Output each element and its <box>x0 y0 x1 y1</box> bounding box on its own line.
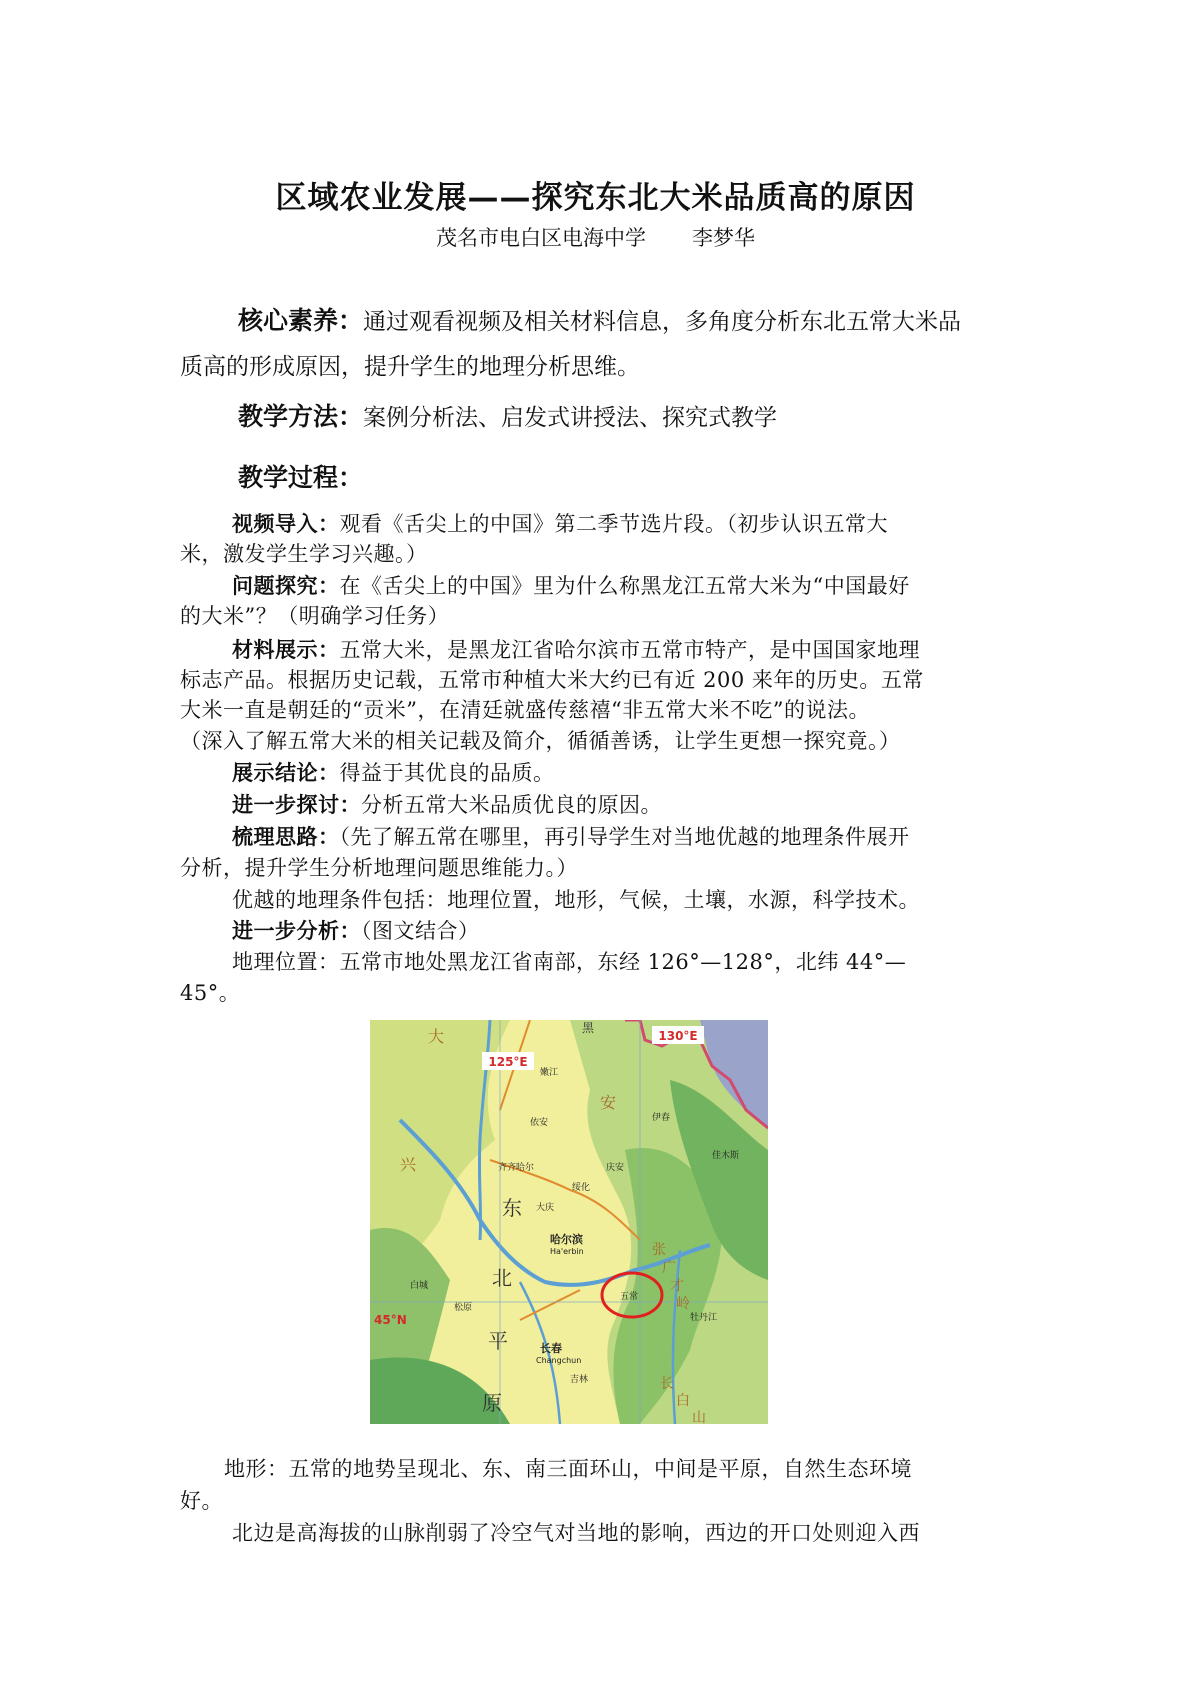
map-region-chang: 长 <box>660 1376 674 1392</box>
video-intro-label: 视频导入： <box>232 512 340 536</box>
teaching-process-label: 教学过程： <box>238 463 364 492</box>
map-region-ling: 岭 <box>676 1296 690 1312</box>
map-city-mudanjiang: 牡丹江 <box>690 1313 718 1323</box>
terrain-line2: 好。 <box>180 1489 223 1513</box>
core-literacy-text1: 通过观看视频及相关材料信息，多角度分析东北五常大米品 <box>363 309 962 335</box>
terrain-line3: 北边是高海拔的山脉削弱了冷空气对当地的影响，西边的开口处则迎入西 <box>232 1521 920 1545</box>
map-city-nenjiang: 嫩江 <box>540 1068 559 1078</box>
map-city-baicheng: 白城 <box>410 1281 429 1291</box>
map-region-dong: 东 <box>502 1196 522 1220</box>
map-region-bei: 北 <box>492 1266 512 1290</box>
map-city-suihua: 绥化 <box>572 1183 591 1193</box>
map-city-qiqihar: 齐齐哈尔 <box>498 1163 535 1173</box>
map-city-harbin-en: Ha'erbin <box>550 1247 584 1256</box>
further-discuss-text: 分析五常大米品质优良的原因。 <box>361 793 662 817</box>
material-text1: 五常大米，是黑龙江省哈尔滨市五常市特产，是中国国家地理 <box>339 638 920 662</box>
further-discuss-line <box>232 789 662 819</box>
teaching-method-text: 案例分析法、启发式讲授法、探究式教学 <box>363 405 778 431</box>
material-line1 <box>232 634 920 664</box>
map-region-zhang: 张 <box>652 1242 666 1258</box>
further-analysis-line <box>232 915 480 945</box>
author-line <box>0 222 1191 252</box>
map-graphic <box>370 1020 768 1424</box>
map-region-ping: 平 <box>488 1329 508 1353</box>
map-city-jiamusi: 佳木斯 <box>712 1151 740 1161</box>
teaching-method <box>238 397 777 433</box>
conditions-line: 优越的地理条件包括：地理位置，地形，气候，土壤，水源，科学技术。 <box>232 888 920 912</box>
sort-thoughts-text1: （先了解五常在哪里，再引导学生对当地优越的地理条件展开 <box>339 825 910 849</box>
core-literacy-label: 核心素养： <box>238 306 364 335</box>
map-city-wuchang: 五常 <box>620 1292 639 1302</box>
location-line1: 地理位置：五常市地处黑龙江省南部，东经 126°—128°，北纬 44°— <box>232 950 907 974</box>
page-title: 区域农业发展——探究东北大米品质高的原因 <box>275 180 916 216</box>
map-city-yian: 依安 <box>530 1118 549 1128</box>
video-intro-text1: 观看《舌尖上的中国》第二季节选片段。（初步认识五常大 <box>339 512 888 536</box>
question-text1: 在《舌尖上的中国》里为什么称黑龙江五常大米为“中国最好 <box>339 574 910 598</box>
map-lat-label: 45°N <box>374 1313 407 1327</box>
material-label: 材料展示： <box>232 638 340 662</box>
map-lon-left-label: 125°E <box>488 1055 528 1069</box>
map-region-bai: 白 <box>676 1393 690 1409</box>
material-line4: （深入了解五常大米的相关记载及简介，循循善诱，让学生更想一探究竟。） <box>180 729 901 753</box>
conclusion-text: 得益于其优良的品质。 <box>339 761 555 785</box>
core-literacy-line2: 质高的形成原因，提升学生的地理分析思维。 <box>180 354 640 380</box>
conclusion-label: 展示结论： <box>232 761 340 785</box>
map-region-an: 安 <box>600 1093 617 1112</box>
material-line2: 标志产品。根据历史记载，五常市种植大米大约已有近 200 来年的历史。五常 <box>180 668 924 692</box>
terrain-line1: 地形：五常的地势呈现北、东、南三面环山，中间是平原，自然生态环境 <box>224 1457 912 1481</box>
conclusion-line <box>232 757 555 787</box>
sort-thoughts-line2: 分析，提升学生分析地理问题思维能力。） <box>180 856 578 880</box>
map-region-xing: 兴 <box>400 1155 417 1174</box>
map-city-harbin: 哈尔滨 <box>550 1233 583 1246</box>
wuchang-location-map <box>370 1020 768 1424</box>
teaching-method-label: 教学方法： <box>238 402 364 431</box>
video-intro-line2: 米，激发学生学习兴趣。） <box>180 542 428 566</box>
core-literacy-line1 <box>238 301 961 337</box>
map-city-yichun: 伊春 <box>652 1113 671 1123</box>
further-analysis-text: （图文结合） <box>361 919 480 943</box>
map-city-jilin: 吉林 <box>570 1375 589 1385</box>
map-region-yuan: 原 <box>482 1391 502 1415</box>
author-school: 茂名市电白区电海中学 <box>436 226 646 250</box>
author-name: 李梦华 <box>692 226 755 250</box>
map-city-changchun-en: Changchun <box>536 1356 582 1365</box>
map-city-qingan: 庆安 <box>606 1163 625 1173</box>
map-region-shan: 山 <box>692 1410 706 1424</box>
map-region-cai: 才 <box>670 1278 684 1294</box>
map-region-hei: 黑 <box>582 1021 595 1035</box>
map-lon-right-label: 130°E <box>658 1029 698 1043</box>
question-line2: 的大米”？（明确学习任务） <box>180 604 450 628</box>
map-region-da: 大 <box>428 1027 445 1046</box>
teaching-process-heading <box>238 458 363 494</box>
map-city-songyuan: 松原 <box>454 1303 473 1313</box>
video-intro-line1 <box>232 508 888 538</box>
sort-thoughts-line1 <box>232 821 910 851</box>
location-line2: 45°。 <box>180 981 241 1005</box>
map-region-guang: 广 <box>662 1260 676 1276</box>
sort-thoughts-label: 梳理思路： <box>232 825 340 849</box>
further-discuss-label: 进一步探讨： <box>232 793 361 817</box>
further-analysis-label: 进一步分析： <box>232 919 361 943</box>
map-city-changchun: 长春 <box>540 1342 562 1355</box>
material-line3: 大米一直是朝廷的“贡米”，在清廷就盛传慈禧“非五常大米不吃”的说法。 <box>180 698 870 722</box>
question-label: 问题探究： <box>232 574 340 598</box>
question-line1 <box>232 570 910 600</box>
map-city-daqing: 大庆 <box>536 1203 555 1213</box>
